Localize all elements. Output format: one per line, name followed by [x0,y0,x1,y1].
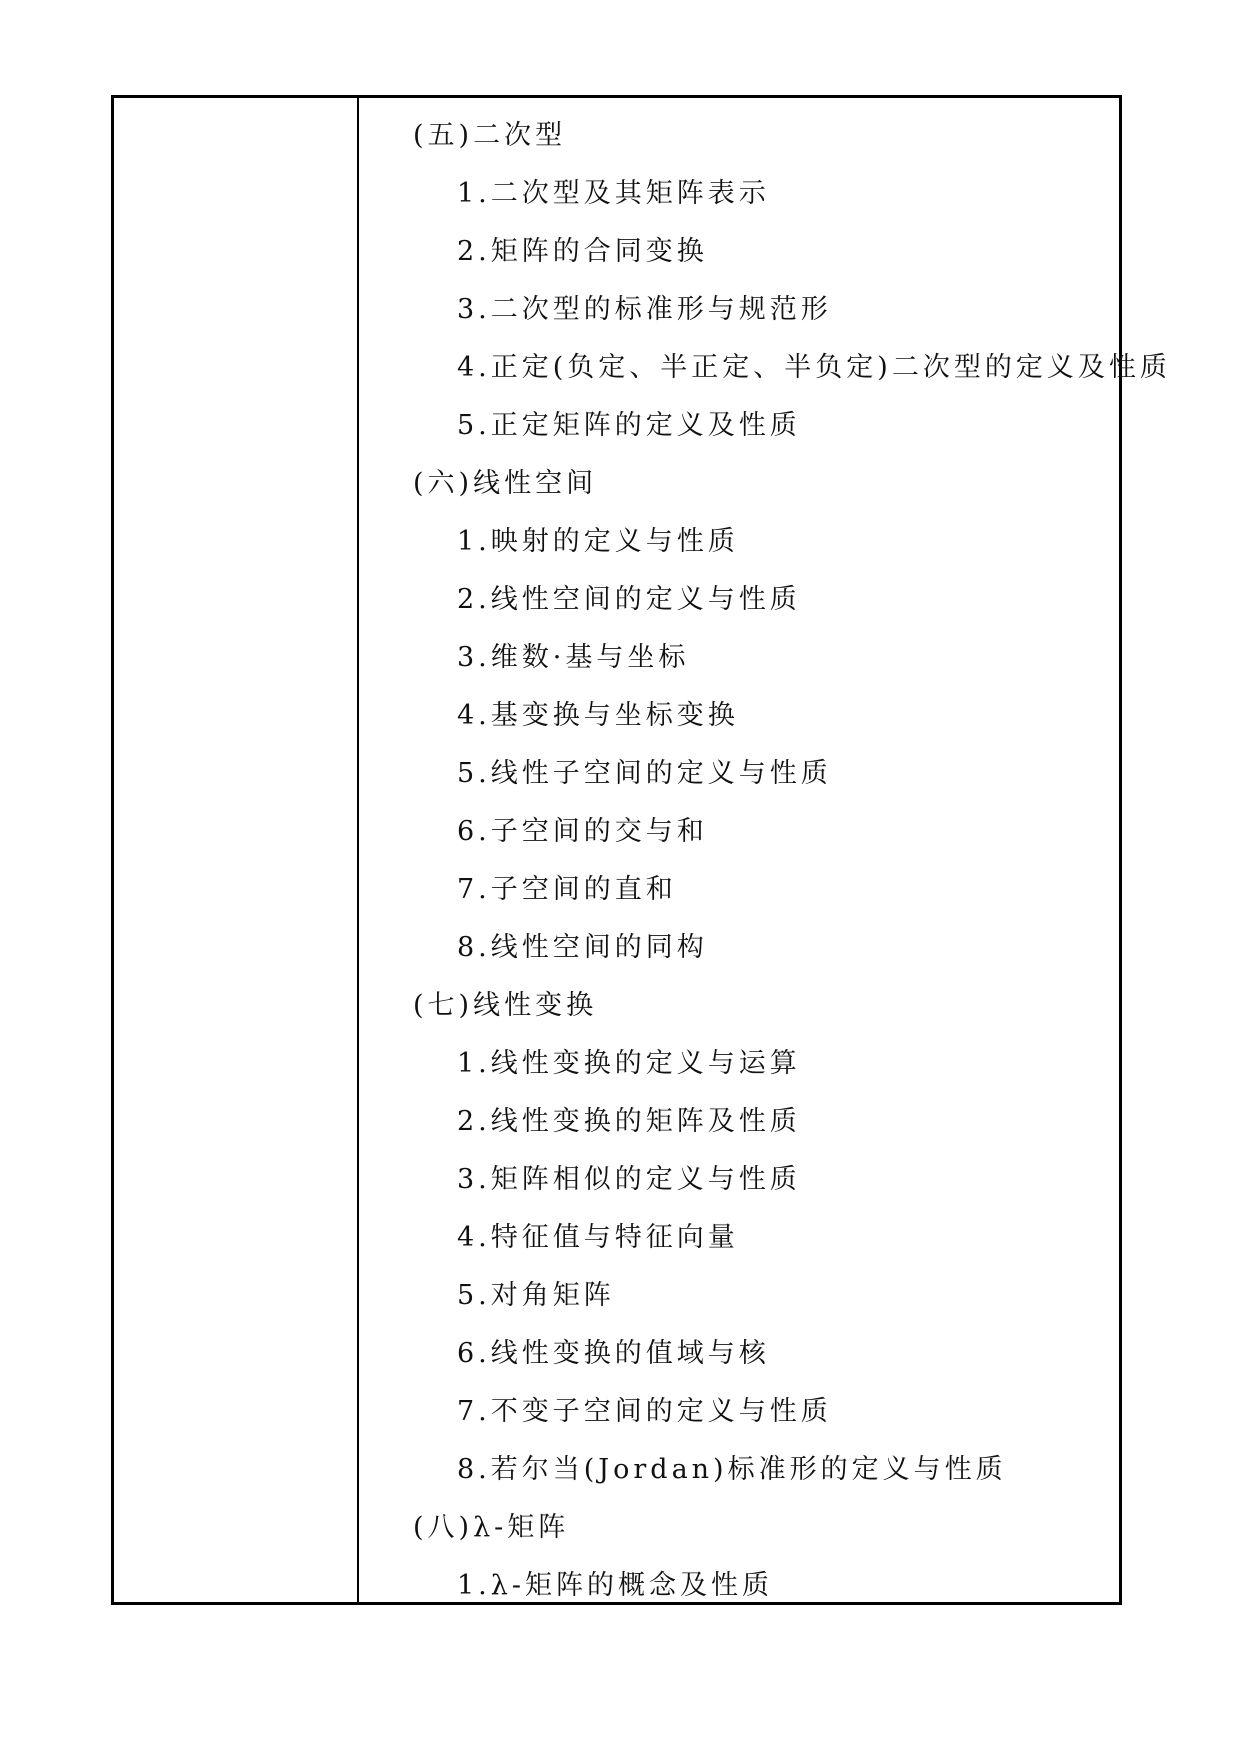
list-item: 2.矩阵的合同变换 [457,236,708,267]
list-item: 5.对角矩阵 [457,1280,615,1311]
section-heading-quadratic-forms: (五)二次型 [413,120,567,151]
list-item: 4.基变换与坐标变换 [457,700,739,731]
list-item: 4.特征值与特征向量 [457,1222,739,1253]
list-item: 1.λ-矩阵的概念及性质 [457,1570,773,1601]
list-item: 7.不变子空间的定义与性质 [457,1396,832,1427]
list-item: 7.子空间的直和 [457,874,677,905]
table-content-cell [361,98,1171,1602]
section-heading-lambda-matrices: (八)λ-矩阵 [413,1512,570,1543]
list-item: 4.正定(负定、半正定、半负定)二次型的定义及性质 [457,352,1171,383]
document-table [111,95,1171,1605]
list-item: 6.子空间的交与和 [457,816,708,847]
table-left-cell [114,98,359,1602]
list-item: 5.线性子空间的定义与性质 [457,758,832,789]
list-item: 8.线性空间的同构 [457,932,708,963]
list-item: 1.映射的定义与性质 [457,526,739,557]
list-item: 5.正定矩阵的定义及性质 [457,410,801,441]
list-item: 1.线性变换的定义与运算 [457,1048,801,1079]
list-item: 3.二次型的标准形与规范形 [457,294,832,325]
list-item: 1.二次型及其矩阵表示 [457,178,770,209]
section-heading-linear-spaces: (六)线性空间 [413,468,598,499]
list-item: 6.线性变换的值域与核 [457,1338,770,1369]
list-item: 3.维数·基与坐标 [457,642,690,673]
section-heading-linear-transformations: (七)线性变换 [413,990,598,1021]
list-item: 8.若尔当(Jordan)标准形的定义与性质 [457,1454,1007,1485]
list-item: 2.线性空间的定义与性质 [457,584,801,615]
list-item: 2.线性变换的矩阵及性质 [457,1106,801,1137]
list-item: 3.矩阵相似的定义与性质 [457,1164,801,1195]
